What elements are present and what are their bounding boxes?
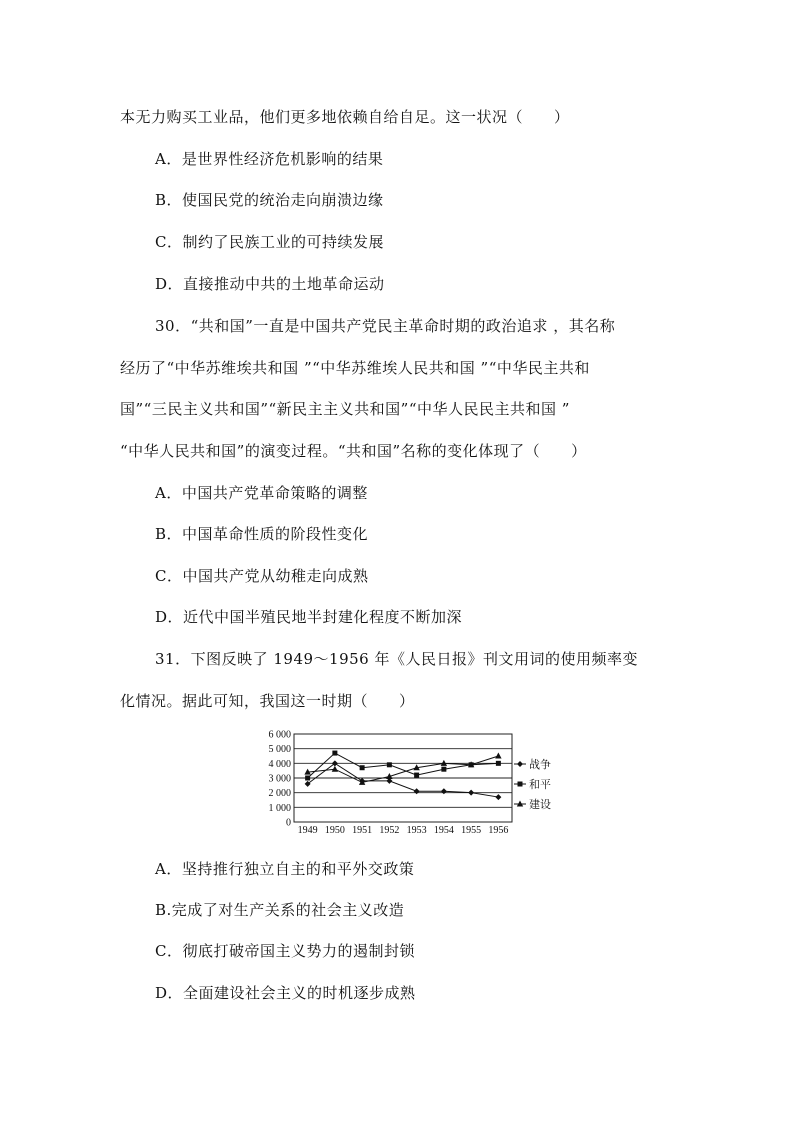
point-diamond	[468, 790, 474, 796]
q29-option-c: C．制约了民族工业的可持续发展	[155, 233, 384, 251]
q30-option-c: C．中国共产党从幼稚走向成熟	[155, 567, 369, 585]
q29-option-d: D．直接推动中共的土地革命运动	[155, 275, 385, 293]
q30-option-d: D．近代中国半殖民地半封建化程度不断加深	[155, 608, 463, 626]
point-square	[305, 776, 310, 781]
q30-line-1: 30．“共和国”一直是中国共产党民主革命时期的政治追求 ，其名称	[155, 317, 616, 335]
q31-option-a: A．坚持推行独立自主的和平外交政策	[155, 860, 415, 878]
y-tick-label: 2 000	[268, 788, 291, 800]
point-square	[332, 751, 337, 756]
x-tick-label: 1951	[352, 825, 373, 836]
x-tick-label: 1952	[379, 825, 400, 836]
y-tick-label: 6 000	[268, 729, 291, 741]
point-diamond	[441, 788, 447, 794]
y-tick-label: 4 000	[268, 758, 291, 770]
q31-line-2: 化情况。据此可知，我国这一时期（ ）	[120, 692, 415, 710]
y-tick-label: 3 000	[268, 773, 291, 785]
q30-line-2: 经历了“中华苏维埃共和国 ”“中华苏维埃人民共和国 ”“中华民主共和	[120, 359, 590, 377]
q30-option-a: A．中国共产党革命策略的调整	[155, 484, 368, 502]
y-tick-label: 5 000	[268, 744, 291, 756]
q30-option-b: B．中国革命性质的阶段性变化	[155, 525, 369, 543]
legend-label: 建设	[529, 799, 551, 811]
point-square	[496, 761, 501, 766]
q29-option-a: A．是世界性经济危机影响的结果	[155, 150, 384, 168]
legend-label: 和平	[529, 779, 551, 791]
x-tick-label: 1953	[406, 825, 427, 836]
x-tick-label: 1950	[324, 825, 345, 836]
point-diamond	[517, 761, 523, 767]
q30-line-4: “中华人民共和国”的演变过程。“共和国”名称的变化体现了（ ）	[120, 442, 587, 460]
legend-label: 战争	[529, 759, 551, 771]
point-square	[387, 762, 392, 767]
point-diamond	[495, 794, 501, 800]
point-triangle	[332, 766, 338, 772]
q31-option-d: D．全面建设社会主义的时机逐步成熟	[155, 984, 416, 1002]
q29-stem-end: 本无力购买工业品，他们更多地依赖自给自足。这一状况（ ）	[120, 108, 570, 126]
point-triangle	[495, 753, 501, 759]
q31-line-1: 31．下图反映了 1949～1956 年《人民日报》刊文用词的使用频率变	[155, 650, 638, 668]
point-triangle	[441, 760, 447, 766]
q29-option-b: B．使国民党的统治走向崩溃边缘	[155, 191, 384, 209]
point-square	[360, 765, 365, 770]
y-tick-label: 1 000	[268, 802, 291, 814]
x-tick-label: 1955	[461, 825, 482, 836]
point-square	[414, 773, 419, 778]
point-square	[518, 782, 523, 787]
x-tick-label: 1956	[488, 825, 509, 836]
point-diamond	[414, 788, 420, 794]
x-tick-label: 1949	[297, 825, 318, 836]
q31-option-b: B.完成了对生产关系的社会主义改造	[155, 901, 405, 919]
q30-line-3: 国”“三民主义共和国”“新民主主义共和国”“中华人民民主共和国 ”	[120, 400, 570, 418]
x-tick-label: 1954	[433, 825, 454, 836]
word-frequency-line-chart	[260, 726, 551, 840]
point-square	[441, 767, 446, 772]
q31-option-c: C．彻底打破帝国主义势力的遏制封锁	[155, 942, 415, 960]
y-tick-label: 0	[286, 817, 291, 829]
